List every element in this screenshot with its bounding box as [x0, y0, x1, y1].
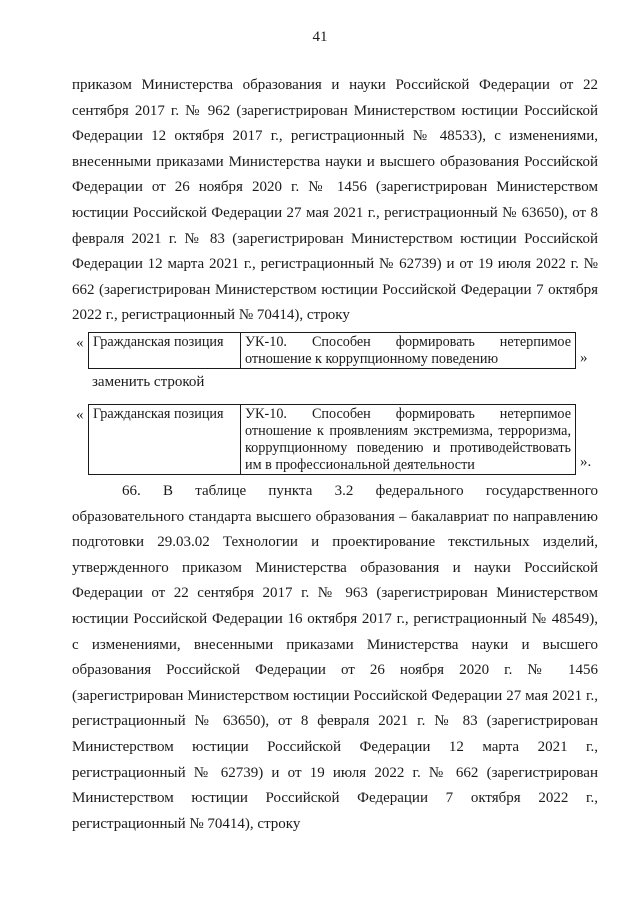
table-row: [89, 333, 576, 369]
page-number: 41: [312, 29, 328, 45]
close-quote: ».: [580, 454, 592, 470]
competency-table-replacement: [88, 404, 576, 475]
table-cell-category: Гражданская позиция: [89, 333, 241, 369]
competency-table-original: [88, 332, 576, 369]
table-cell-competency: УК-10. Способен формировать нетерпимое отношение к коррупционному поведению: [241, 333, 576, 369]
table-row-replacement: [72, 404, 602, 474]
open-quote: «: [76, 407, 84, 423]
close-quote: »: [580, 350, 588, 366]
replace-label: заменить строкой: [92, 374, 205, 390]
table-cell-competency: УК-10. Способен формировать нетерпимое отношение к проявлениям экстремизма, терроризма, коррупционному поведению и противодействовать им в профессиональной деятельности: [241, 405, 576, 475]
table-row: [89, 405, 576, 475]
table-row-original: [72, 332, 602, 368]
paragraph-1: приказом Министерства образования и науки Российской Федерации от 22 сентября 2017 г. № 962 (зарегистрирован Министерством юстиции Российской Федерации 12 октября 2017 г., регистрационный № 48533), с изменениями, внесенными приказами Министерства науки и высшего образования Российской Федерации от 26 ноября 2020 г. № 1456 (зарегистрирован Министерством юстиции Российской Федерации 27 мая 2021 г., регистрационный № 63650), от 8 февраля 2021 г. № 83 (зарегистрирован Министерством юстиции Российской Федерации 12 марта 2021 г., регистрационный № 62739) и от 19 июля 2022 г. № 662 (зарегистрирован Министерством юстиции Российской Федерации 7 октября 2022 г., регистрационный № 70414), строку: [72, 77, 598, 324]
open-quote: «: [76, 335, 84, 351]
paragraph-2: 66. В таблице пункта 3.2 федерального государственного образовательного стандарта высшего образования – бакалавриат по направлению подготовки 29.03.02 Технологии и проектирование текстильных изделий, утвержденного приказом Министерства образования и науки Российской Федерации от 22 сентября 2017 г. № 963 (зарегистрирован Министерством юстиции Российской Федерации 16 октября 2017 г., регистрационный № 48549), с изменениями, внесенными приказами Министерства науки и высшего образования Российской Федерации от 26 ноября 2020 г. № 1456 (зарегистрирован Министерством юстиции Российской Федерации 27 мая 2021 г., регистрационный № 63650), от 8 февраля 2021 г. № 83 (зарегистрирован Министерством юстиции Российской Федерации 12 марта 2021 г., регистрационный № 62739) и от 19 июля 2022 г. № 662 (зарегистрирован Министерством юстиции Российской Федерации 7 октября 2022 г., регистрационный № 70414), строку: [72, 483, 598, 832]
table-cell-category: Гражданская позиция: [89, 405, 241, 475]
